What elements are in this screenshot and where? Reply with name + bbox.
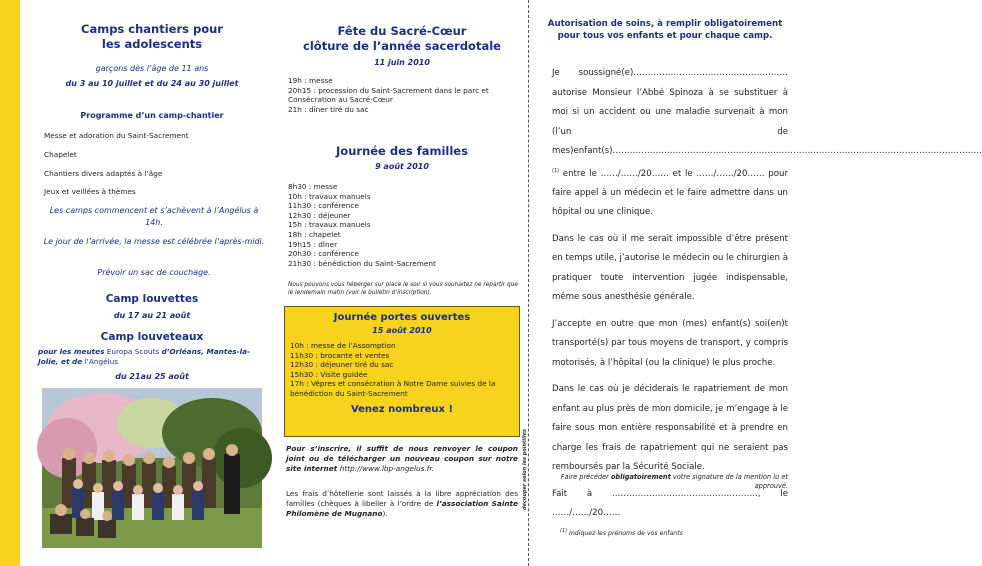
families-title: Journée des familles bbox=[336, 144, 468, 158]
group-photo bbox=[42, 388, 262, 548]
programme-item: Chantiers divers adaptés à l’âge bbox=[44, 169, 163, 178]
schedule-item: 18h : chapelet bbox=[288, 229, 341, 239]
schedule-item: 11h30 : conférence bbox=[288, 201, 359, 211]
fees-part: Les frais d’hôtellerie sont laissés à la libre appréciation des familles (chèques à libeller à l’ordre de bbox=[286, 489, 518, 508]
schedule-item: 21h : dîner tiré du sac bbox=[288, 104, 369, 114]
camps-dates: du 3 au 10 juillet et du 24 au 30 juillet bbox=[65, 79, 239, 88]
louveteaux-date: du 21au 25 août bbox=[115, 372, 189, 381]
camps-title-line1: Camps chantiers pour bbox=[81, 22, 223, 36]
cut-label: découper selon les pointillés bbox=[522, 429, 528, 510]
schedule-item: 19h : messe bbox=[288, 76, 333, 85]
authorization-signature-line: Fait à ……………………………………………, le ……/……/20…… bbox=[552, 488, 788, 519]
camps-title-line2: les adolescents bbox=[101, 37, 203, 51]
schedule-item: 21h30 : bénédiction du Saint-Sacrement bbox=[288, 258, 436, 268]
signature-part: votre signature de la mention lu et approuvé. bbox=[670, 473, 788, 490]
sacre-coeur-title bbox=[282, 24, 522, 54]
schedule-item: 17h : Vêpres et consécration à Notre Dame suivies de la bénédiction du Saint-Sacrement bbox=[290, 379, 496, 398]
sacre-coeur-schedule bbox=[288, 76, 518, 114]
schedule-item: 12h30 : déjeuner bbox=[288, 210, 351, 220]
louvettes-title: Camp louvettes bbox=[105, 293, 199, 305]
signature-part: obligatoirement bbox=[610, 473, 671, 481]
signature-instruction bbox=[552, 473, 788, 491]
families-schedule bbox=[288, 182, 518, 268]
footnote-text: Indiquez les prénoms de vos enfants bbox=[567, 530, 683, 538]
column-authorization bbox=[540, 0, 982, 566]
signature-part: Faire précéder bbox=[560, 473, 611, 481]
louveteaux-desc-part: Europa Scouts bbox=[104, 347, 162, 356]
inscription-part: . bbox=[431, 464, 434, 473]
cut-dashed-line bbox=[528, 0, 529, 566]
schedule-item: 15h30 : Visite guidée bbox=[290, 369, 368, 379]
open-day-date: 15 août 2010 bbox=[372, 326, 432, 335]
schedule-item: 8h30 : messe bbox=[288, 182, 338, 191]
sacre-coeur-date: 11 juin 2010 bbox=[374, 58, 430, 67]
schedule-item: 19h15 : dîner bbox=[288, 239, 338, 249]
families-date: 9 août 2010 bbox=[375, 162, 429, 171]
authorization-title-line2: pour tous vos enfants et pour chaque camp. bbox=[557, 31, 773, 41]
camps-title bbox=[32, 22, 272, 52]
programme-item: Messe et adoration du Saint-Sacrement bbox=[44, 131, 189, 140]
authorization-title-line1: Autorisation de soins, à remplir obligatoirement bbox=[547, 19, 783, 29]
inscription-part: Pour s’inscrire, il suffit de nous renvoyer le coupon joint ou de télécharger un nouveau coupon sur notre site internet bbox=[286, 444, 518, 473]
authorization-text: entre le ……/……/20…… et le ……/……/20…… pour faire appel à un médecin et le faire admettre dans un hôpital ou une clinique. bbox=[552, 168, 788, 218]
authorization-para-3: J’accepte en outre que mon (mes) enfant(s) soi(en)t transporté(s) par tous moyens de transport, y compris motorisés, à l’hôpital (ou la clinique) le plus proche. bbox=[552, 318, 788, 368]
authorization-text: Je soussigné(e)……………………………………………… autorise Monsieur l’Abbé Spinoza à se substituer à moi si un accident ou une maladie survenait à mon (l’un de mes)enfant(s)………………………………………………………………………………………………………………… bbox=[552, 68, 982, 156]
louveteaux-desc-part: d’Orléans, Mantes-la-Jolie, et de bbox=[38, 347, 251, 366]
fees-part: ). bbox=[382, 509, 388, 518]
open-day-cta: Venez nombreux ! bbox=[350, 404, 454, 415]
sacre-coeur-title-line2: clôture de l’année sacerdotale bbox=[303, 39, 501, 53]
authorization-para-1 bbox=[552, 64, 982, 223]
programme-item: Jeux et veillées à thèmes bbox=[44, 187, 136, 196]
inscription-text bbox=[286, 444, 518, 474]
authorization-title bbox=[540, 18, 790, 42]
louveteaux-description bbox=[38, 347, 268, 367]
programme-item: Chapelet bbox=[44, 150, 77, 159]
programme-title: Programme d’un camp-chantier bbox=[80, 111, 224, 120]
schedule-item: 20h15 : procession du Saint-Sacrement dans le parc et Consécration au Sacré-Cœur bbox=[288, 85, 489, 104]
footnote bbox=[560, 528, 790, 537]
camps-age: garçons dès l’âge de 11 ans bbox=[95, 64, 209, 73]
louveteaux-desc-part: l’Angélus bbox=[82, 357, 119, 366]
lodging-note: Nous pouvons vous héberger sur place le soir si vous souhaitez ne repartir que le lendemain matin (voir le bulletin d’inscription). bbox=[288, 282, 518, 296]
open-day-box bbox=[284, 306, 520, 437]
fees-text bbox=[286, 489, 518, 519]
group-photo-illustration bbox=[42, 388, 262, 548]
schedule-item: 12h30 : déjeuner tiré du sac bbox=[290, 360, 394, 369]
authorization-para-4: Dans le cas où je déciderais le rapatriement de mon enfant au plus près de mon domicile, je m’engage à le faire sous mon entière responsabilité et à prendre en charge les frais de rapatriement qui ne seraient pas remboursés par la Sécurité Sociale. bbox=[552, 384, 788, 473]
authorization-para-2: Dans le cas où il me serait impossible d’être présent en temps utile, j’autorise le médecin ou le chirurgien à pratiquer toute intervention jugée indispensable, même sous anesthésie générale. bbox=[552, 233, 788, 303]
sacre-coeur-title-line1: Fête du Sacré-Cœur bbox=[337, 24, 467, 38]
camps-note-sleeping-bag: Prévoir un sac de couchage. bbox=[97, 268, 211, 277]
louveteaux-desc-part: pour les meutes bbox=[38, 347, 105, 356]
schedule-item: 15h : travaux manuels bbox=[288, 220, 371, 230]
schedule-item: 10h : messe de l’Assomption bbox=[290, 341, 396, 350]
schedule-item: 20h30 : conférence bbox=[288, 249, 359, 259]
louvettes-date: du 17 au 21 août bbox=[113, 311, 191, 320]
fees-association: l’association Sainte Philomène de Mugnano bbox=[286, 499, 518, 518]
schedule-item: 10h : travaux manuels bbox=[288, 191, 371, 201]
open-day-title: Journée portes ouvertes bbox=[333, 312, 471, 323]
yellow-side-bar bbox=[0, 0, 20, 566]
website-link[interactable]: http://www.lbp-angelus.fr bbox=[339, 464, 432, 473]
schedule-item: 11h30 : brocante et ventes bbox=[290, 350, 390, 360]
footnote-marker: (1) bbox=[560, 528, 568, 534]
footnote-marker: (1) bbox=[552, 167, 560, 174]
louveteaux-title: Camp louveteaux bbox=[100, 331, 204, 343]
camps-note-angelus: Les camps commencent et s’achèvent à l’Angélus à 14h. bbox=[49, 206, 259, 227]
column-camps bbox=[32, 0, 272, 566]
open-day-schedule bbox=[290, 341, 514, 398]
column-events bbox=[282, 0, 522, 566]
authorization-body bbox=[552, 64, 982, 531]
camps-note-arrival: Le jour de l’arrivée, la messe est célébrée l’après-midi. bbox=[43, 237, 265, 246]
